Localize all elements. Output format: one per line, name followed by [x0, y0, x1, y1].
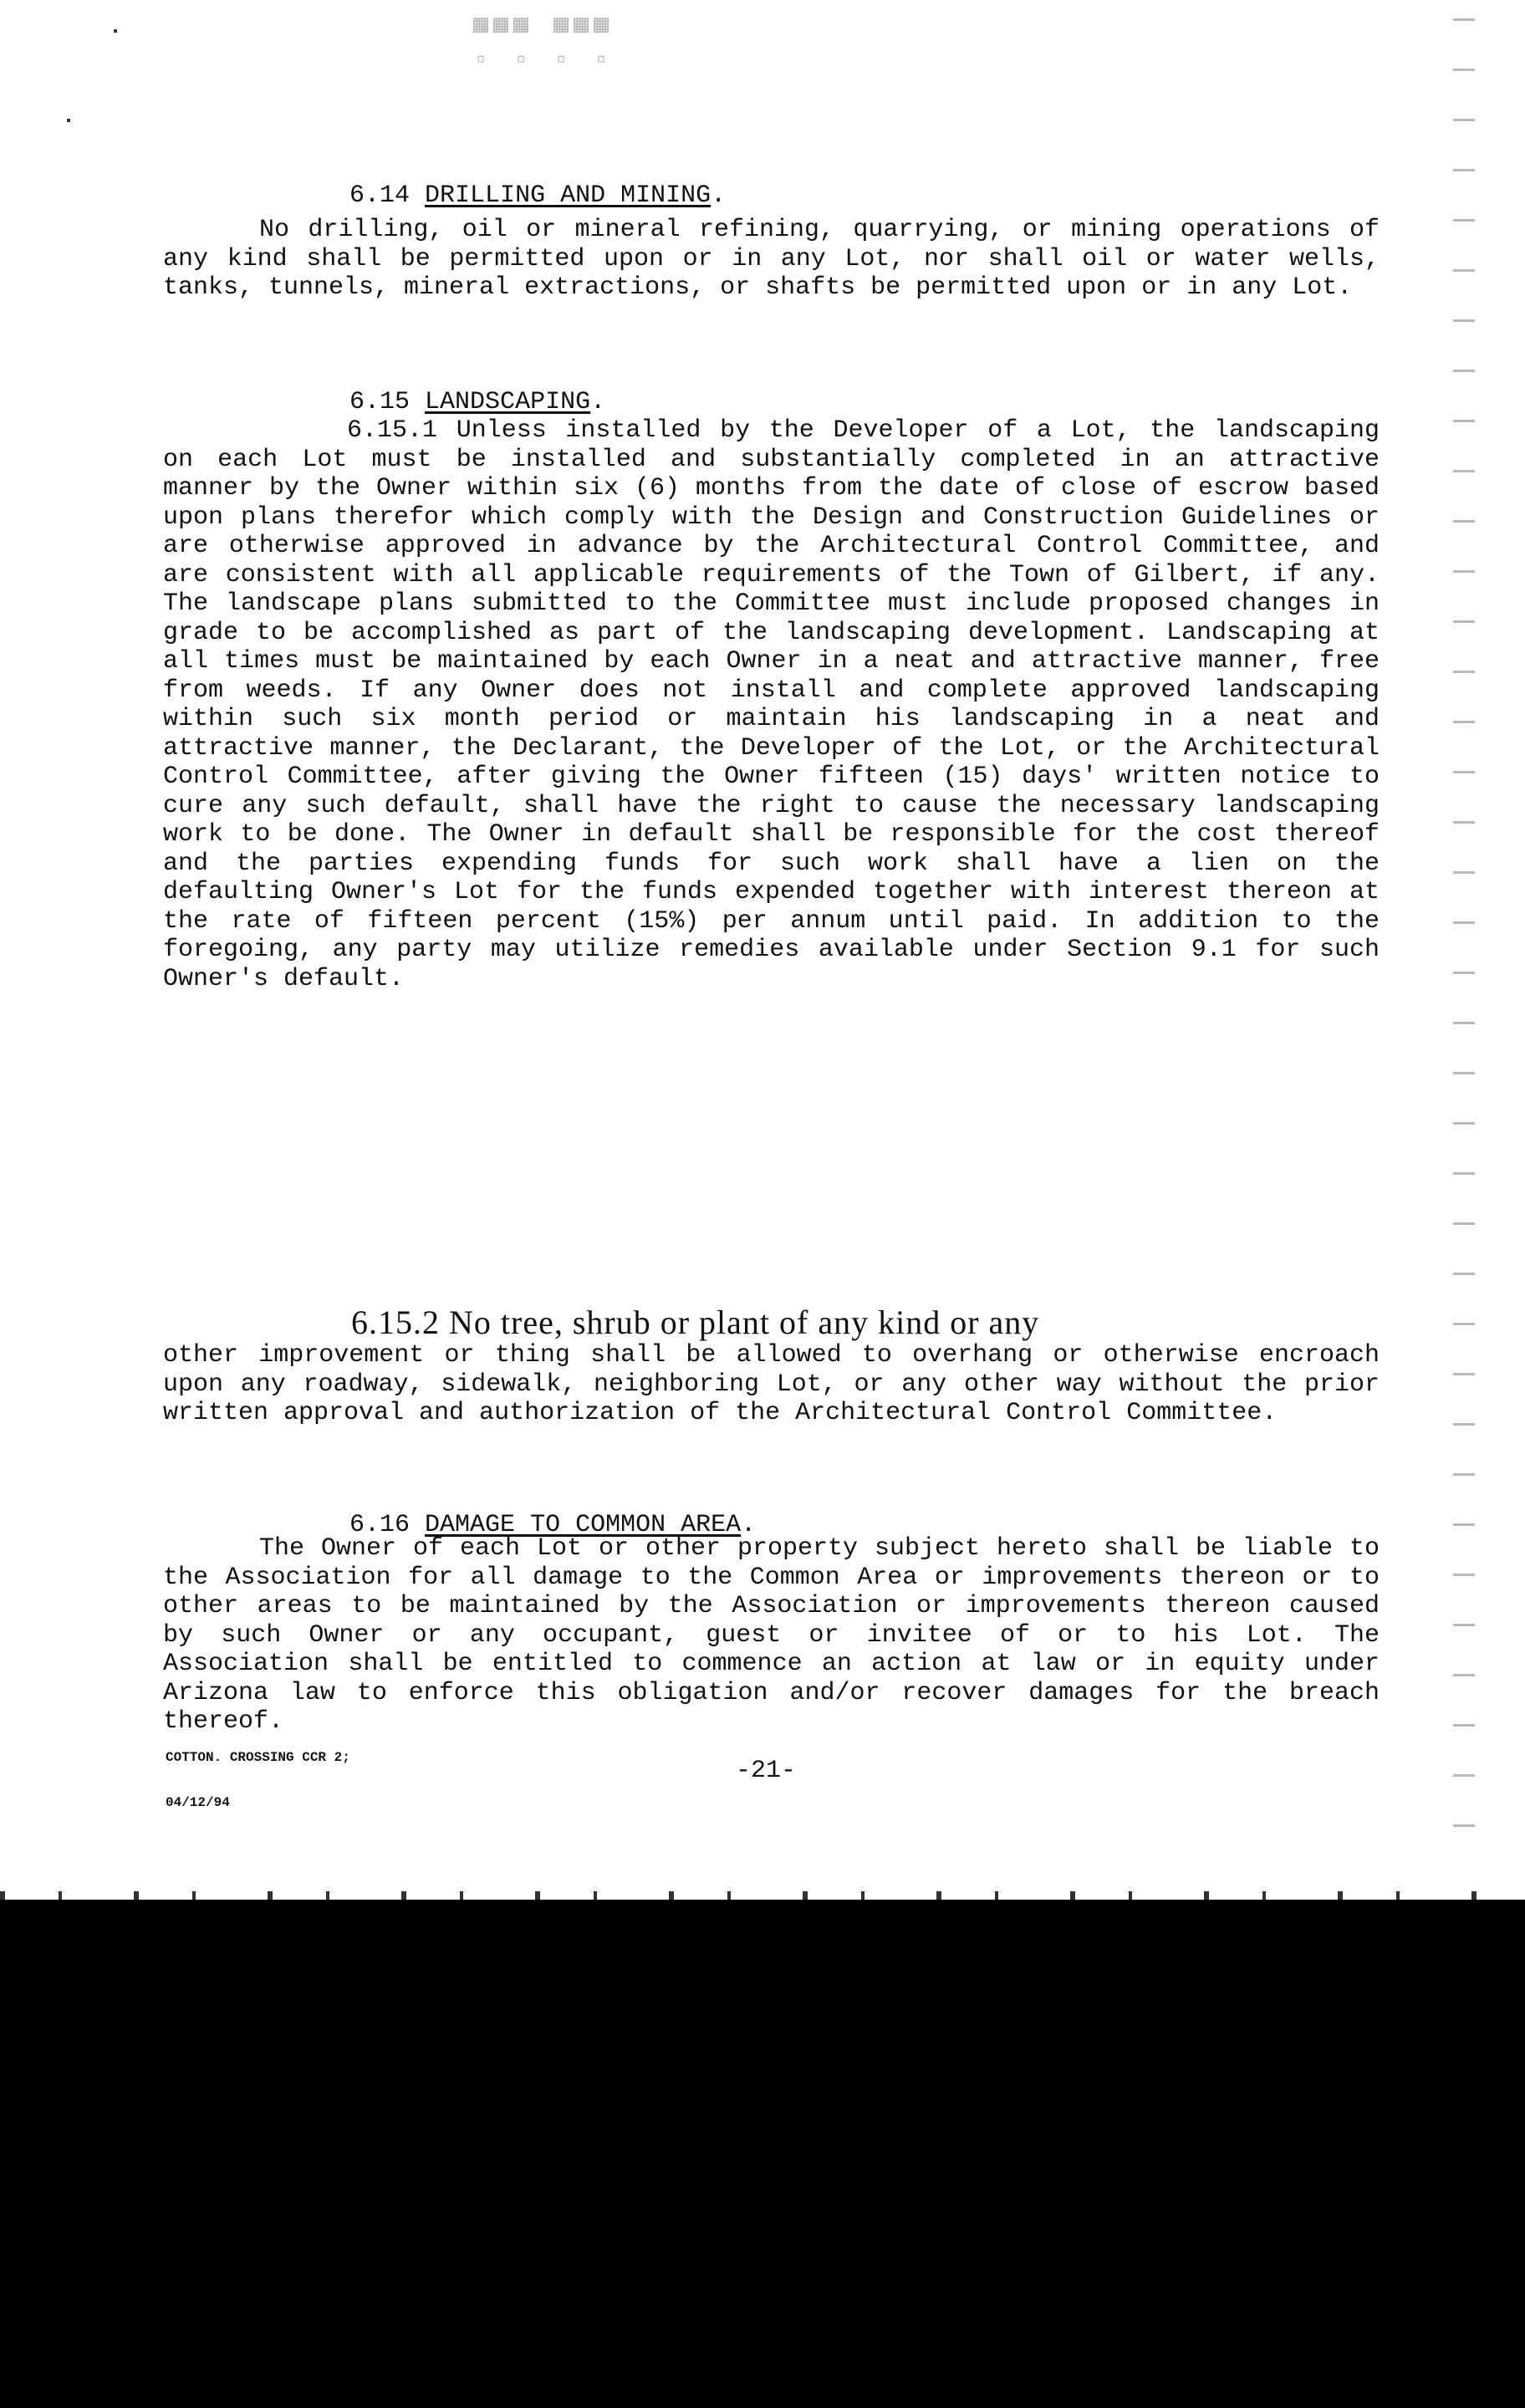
page-number: -21- [736, 1757, 797, 1785]
footer-date: 04/12/94 [166, 1795, 230, 1810]
document-footer [166, 1720, 350, 1840]
damage-paragraph: The Owner of each Lot or other property subject hereto shall be liable to the Association for all damage to the Common Area or improvements thereon or to other areas to be maintained by the Association or improvements thereon caused by such Owner or any occupant, guest or invitee of or to his Lot. The Association shall be entitled to commence an action at law or in equity under Arizona law to enforce this obligation and/or recover damages for the breach thereof. [163, 1534, 1380, 1736]
left-margin-speck [67, 119, 70, 122]
section-number: 6.15 [349, 388, 411, 416]
section-title: LANDSCAPING [425, 388, 591, 416]
subsection-lead-text: 6.15.2 No tree, shrub or plant of any kind or any [351, 1303, 1040, 1341]
drilling-paragraph: No drilling, oil or mineral refining, quarrying, or mining operations of any kind shall be permitted upon or in any Lot, nor shall oil or water wells, tanks, tunnels, mineral extractions, or shafts be permitted upon or in any Lot. [163, 216, 1380, 302]
section-title: DAMAGE TO COMMON AREA [425, 1511, 742, 1539]
faint-stamp-mark: ▦▦▦ ▦▦▦ ▫ ▫ ▫ ▫ [472, 12, 615, 75]
black-scan-area [0, 1900, 1525, 2408]
section-suffix: . [590, 388, 606, 416]
section-title: DRILLING AND MINING [425, 181, 711, 210]
left-margin-speck [114, 29, 117, 33]
section-number: 6.14 [349, 181, 411, 210]
landscaping-subsection-6-15-1: 6.15.1 Unless installed by the Developer of a Lot, the landscaping on each Lot must be installed and substantially completed in an attractive manner by the Owner within six (6) months from the date of close of escrow based upon plans therefor which comply with the Design and Construction Guidelines or are otherwise approved in advance by the Architectural Control Committee, and are consistent with all applicable requirements of the Town of Gilbert, if any. The landscape plans submitted to the Committee must include proposed changes in grade to be accomplished as part of the landscaping development. Landscaping at all times must be maintained by each Owner in a neat and attractive manner, free from weeds. If any Owner does not install and complete approved landscaping within such six month period or maintain his landscaping in a neat and attractive manner, the Declarant, the Developer of the Lot, or the Architectural Control Committee, after giving the Owner fifteen (15) days' written notice to cure any such default, shall have the right to cause the necessary landscaping work to be done. The Owner in default shall be responsible for the cost thereof and the parties expending funds for such work shall have a lien on the defaulting Owner's Lot for the funds expended together with interest thereon at the rate of fifteen percent (15%) per annum until paid. In addition to the foregoing, any party may utilize remedies available under Section 9.1 for such Owner's default. [163, 416, 1380, 993]
section-suffix: . [711, 181, 727, 210]
landscaping-subsection-6-15-2 [163, 1304, 1380, 1428]
right-margin-scan-noise [1453, 0, 1475, 1873]
section-suffix: . [741, 1511, 757, 1539]
section-number: 6.16 [349, 1511, 411, 1539]
subsection-body-text: other improvement or thing shall be allowed to overhang or otherwise encroach upon any roadway, sidewalk, neighboring Lot, or any other way without the prior written approval and authorization of the Architectural Control Committee. [163, 1341, 1380, 1427]
footer-file-name: COTTON. CROSSING CCR 2; [166, 1750, 350, 1765]
